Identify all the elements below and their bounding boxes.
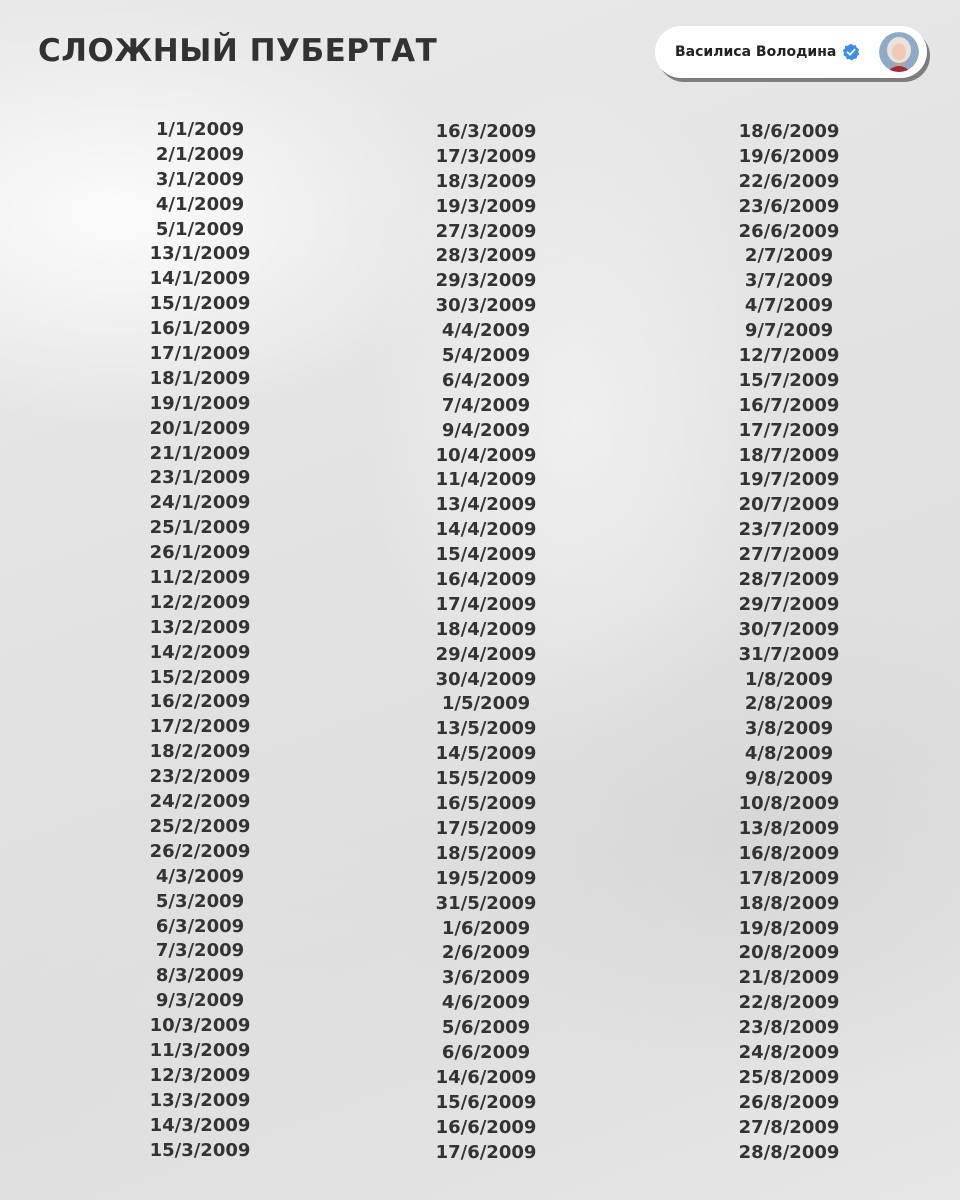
- dates-column-1: [80, 118, 320, 1163]
- date-item: 24/8/2009: [738, 1041, 840, 1063]
- date-item: 30/3/2009: [435, 295, 537, 317]
- date-item: 20/8/2009: [738, 942, 840, 964]
- date-item: 28/8/2009: [738, 1141, 840, 1163]
- date-item: 19/8/2009: [738, 917, 840, 939]
- avatar: [879, 32, 919, 72]
- date-item: 26/6/2009: [738, 220, 840, 242]
- date-item: 13/1/2009: [149, 243, 251, 265]
- date-item: 26/8/2009: [738, 1091, 840, 1113]
- date-item: 2/1/2009: [155, 143, 245, 165]
- dates-column-2: [366, 120, 606, 1165]
- date-item: 23/7/2009: [738, 519, 840, 541]
- date-item: 9/8/2009: [744, 768, 834, 790]
- date-item: 27/8/2009: [738, 1116, 840, 1138]
- date-item: 12/3/2009: [149, 1064, 251, 1086]
- date-item: 8/3/2009: [155, 965, 245, 987]
- date-item: 14/3/2009: [149, 1114, 251, 1136]
- date-item: 14/6/2009: [435, 1066, 537, 1088]
- date-item: 10/3/2009: [149, 1015, 251, 1037]
- date-item: 4/4/2009: [441, 320, 531, 342]
- date-item: 30/4/2009: [435, 668, 537, 690]
- date-item: 15/6/2009: [435, 1091, 537, 1113]
- date-item: 14/2/2009: [149, 641, 251, 663]
- author-name: Василиса Володина: [675, 44, 837, 60]
- date-item: 1/8/2009: [744, 668, 834, 690]
- date-item: 17/1/2009: [149, 343, 251, 365]
- date-item: 6/3/2009: [155, 915, 245, 937]
- date-item: 11/4/2009: [435, 469, 537, 491]
- date-item: 18/4/2009: [435, 618, 537, 640]
- date-item: 31/5/2009: [435, 892, 537, 914]
- date-item: 6/6/2009: [441, 1041, 531, 1063]
- date-item: 13/4/2009: [435, 494, 537, 516]
- date-item: 17/8/2009: [738, 867, 840, 889]
- date-item: 19/5/2009: [435, 867, 537, 889]
- date-item: 1/6/2009: [441, 917, 531, 939]
- date-item: 4/3/2009: [155, 865, 245, 887]
- date-item: 15/2/2009: [149, 666, 251, 688]
- date-item: 13/3/2009: [149, 1089, 251, 1111]
- date-item: 27/7/2009: [738, 544, 840, 566]
- date-item: 31/7/2009: [738, 643, 840, 665]
- date-item: 5/6/2009: [441, 1017, 531, 1039]
- date-item: 24/2/2009: [149, 791, 251, 813]
- date-item: 7/3/2009: [155, 940, 245, 962]
- date-item: 15/4/2009: [435, 544, 537, 566]
- date-item: 23/6/2009: [738, 195, 840, 217]
- date-item: 9/7/2009: [744, 320, 834, 342]
- date-item: 25/1/2009: [149, 517, 251, 539]
- date-item: 3/7/2009: [744, 270, 834, 292]
- date-item: 28/7/2009: [738, 569, 840, 591]
- date-item: 15/7/2009: [738, 369, 840, 391]
- date-item: 11/2/2009: [149, 567, 251, 589]
- date-item: 14/1/2009: [149, 268, 251, 290]
- date-item: 2/8/2009: [744, 693, 834, 715]
- date-item: 18/1/2009: [149, 367, 251, 389]
- date-item: 26/2/2009: [149, 840, 251, 862]
- date-item: 16/1/2009: [149, 318, 251, 340]
- date-item: 28/3/2009: [435, 245, 537, 267]
- date-item: 10/4/2009: [435, 444, 537, 466]
- date-item: 16/3/2009: [435, 121, 537, 142]
- date-item: 15/3/2009: [149, 1139, 251, 1161]
- date-item: 23/8/2009: [738, 1017, 840, 1039]
- date-item: 25/2/2009: [149, 815, 251, 837]
- date-item: 19/6/2009: [738, 145, 840, 167]
- date-item: 16/8/2009: [738, 842, 840, 864]
- date-item: 5/4/2009: [441, 345, 531, 367]
- date-item: 30/7/2009: [738, 618, 840, 640]
- date-item: 18/3/2009: [435, 170, 537, 192]
- author-badge[interactable]: [655, 26, 927, 78]
- date-item: 13/8/2009: [738, 817, 840, 839]
- date-item: 25/8/2009: [738, 1066, 840, 1088]
- date-item: 20/7/2009: [738, 494, 840, 516]
- verified-badge-icon: [842, 43, 860, 61]
- date-item: 19/1/2009: [149, 392, 251, 414]
- date-item: 21/1/2009: [149, 442, 251, 464]
- date-item: 16/7/2009: [738, 394, 840, 416]
- page-title: СЛОЖНЫЙ ПУБЕРТАТ: [38, 33, 438, 69]
- date-item: 18/6/2009: [738, 121, 840, 142]
- date-item: 23/2/2009: [149, 766, 251, 788]
- date-item: 14/4/2009: [435, 519, 537, 541]
- date-item: 5/1/2009: [155, 218, 245, 240]
- date-item: 1/5/2009: [441, 693, 531, 715]
- date-item: 6/4/2009: [441, 369, 531, 391]
- date-item: 12/2/2009: [149, 591, 251, 613]
- date-item: 16/4/2009: [435, 569, 537, 591]
- date-item: 18/5/2009: [435, 842, 537, 864]
- date-item: 18/2/2009: [149, 741, 251, 763]
- date-item: 7/4/2009: [441, 394, 531, 416]
- date-item: 29/3/2009: [435, 270, 537, 292]
- date-item: 15/5/2009: [435, 768, 537, 790]
- date-item: 17/5/2009: [435, 817, 537, 839]
- date-item: 14/5/2009: [435, 743, 537, 765]
- date-item: 13/5/2009: [435, 718, 537, 740]
- date-item: 3/8/2009: [744, 718, 834, 740]
- date-item: 2/6/2009: [441, 942, 531, 964]
- date-item: 17/3/2009: [435, 145, 537, 167]
- date-item: 4/8/2009: [744, 743, 834, 765]
- date-item: 1/1/2009: [155, 119, 245, 140]
- date-item: 27/3/2009: [435, 220, 537, 242]
- date-item: 15/1/2009: [149, 293, 251, 315]
- date-item: 17/6/2009: [435, 1141, 537, 1163]
- date-item: 29/7/2009: [738, 593, 840, 615]
- date-item: 22/8/2009: [738, 992, 840, 1014]
- date-item: 4/7/2009: [744, 295, 834, 317]
- date-item: 23/1/2009: [149, 467, 251, 489]
- date-item: 19/7/2009: [738, 469, 840, 491]
- date-item: 19/3/2009: [435, 195, 537, 217]
- date-item: 9/3/2009: [155, 990, 245, 1012]
- date-item: 3/6/2009: [441, 967, 531, 989]
- date-item: 4/1/2009: [155, 193, 245, 215]
- date-item: 22/6/2009: [738, 170, 840, 192]
- date-item: 26/1/2009: [149, 542, 251, 564]
- date-item: 16/5/2009: [435, 793, 537, 815]
- date-item: 16/2/2009: [149, 691, 251, 713]
- date-item: 2/7/2009: [744, 245, 834, 267]
- date-item: 18/7/2009: [738, 444, 840, 466]
- dates-column-3: [669, 120, 909, 1165]
- date-item: 12/7/2009: [738, 345, 840, 367]
- date-item: 17/2/2009: [149, 716, 251, 738]
- date-item: 17/4/2009: [435, 593, 537, 615]
- date-item: 11/3/2009: [149, 1039, 251, 1061]
- date-item: 21/8/2009: [738, 967, 840, 989]
- date-item: 18/8/2009: [738, 892, 840, 914]
- date-item: 5/3/2009: [155, 890, 245, 912]
- date-item: 13/2/2009: [149, 616, 251, 638]
- date-item: 16/6/2009: [435, 1116, 537, 1138]
- date-item: 20/1/2009: [149, 417, 251, 439]
- date-item: 17/7/2009: [738, 419, 840, 441]
- date-item: 24/1/2009: [149, 492, 251, 514]
- date-item: 9/4/2009: [441, 419, 531, 441]
- date-item: 10/8/2009: [738, 793, 840, 815]
- date-item: 3/1/2009: [155, 168, 245, 190]
- date-item: 4/6/2009: [441, 992, 531, 1014]
- date-item: 29/4/2009: [435, 643, 537, 665]
